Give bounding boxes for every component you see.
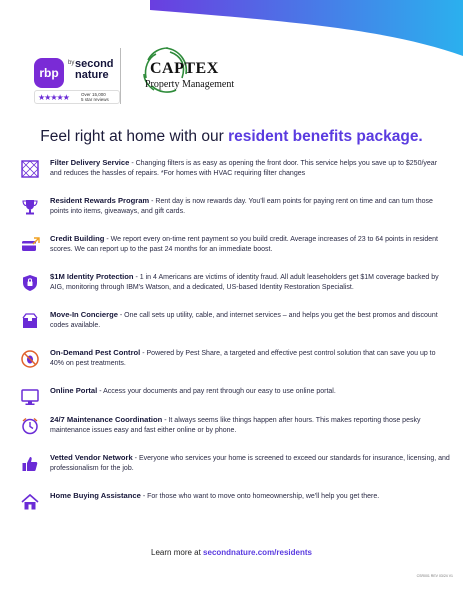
benefit-body: - Powered by Pest Share, a targeted and effective pest control solution that can save you up to 40% on pest treatments.: [50, 350, 436, 367]
footer-prefix: Learn more at: [151, 548, 204, 557]
monitor-icon: [20, 387, 40, 407]
benefit-title: Resident Rewards Program: [50, 196, 150, 205]
list-item: [20, 386, 450, 415]
list-item: [20, 348, 450, 386]
benefit-title: 24/7 Maintenance Coordination: [50, 415, 163, 424]
logo-divider: [120, 48, 121, 104]
footer: [0, 548, 463, 557]
no-bug-icon: [20, 349, 40, 369]
headline-highlight: resident benefits package.: [228, 128, 423, 145]
benefit-body: - Changing filters is as easy as opening the front door. This service helps you save up to $250/year and reduces the hassles of repairs. *For homes with HVAC requiring filter changes: [50, 160, 438, 177]
benefit-title: Vetted Vendor Network: [50, 453, 133, 462]
benefit-body: - One call sets up utility, cable, and internet services – and helps you get the best promos and discount codes available.: [50, 312, 438, 329]
list-item: [20, 415, 450, 453]
star-rating: ★★★★★: [38, 93, 69, 102]
trophy-icon: [20, 197, 40, 217]
credit-card-icon: [20, 235, 40, 255]
list-item: [20, 453, 450, 491]
benefit-title: Online Portal: [50, 386, 98, 395]
list-item: [20, 234, 450, 272]
benefit-title: Home Buying Assistance: [50, 491, 141, 500]
house-icon: [20, 492, 40, 512]
list-item: [20, 491, 450, 520]
document-code: CSR001 REV 03/24 V1: [416, 574, 453, 578]
list-item: [20, 196, 450, 234]
benefit-body: - Access your documents and pay rent through our easy to use online portal.: [97, 388, 336, 395]
benefits-list: [20, 158, 450, 520]
second-nature-name: second nature: [75, 58, 114, 81]
list-item: [20, 158, 450, 196]
benefit-body: - It always seems like things happen after hours. This makes reporting those pesky maintenance issues easy and fast either online or by phone.: [50, 417, 421, 434]
captex-subtitle: Property Management: [145, 79, 235, 90]
captex-title: CAPTEX: [150, 60, 219, 77]
benefit-title: On-Demand Pest Control: [50, 348, 141, 357]
clock-icon: [20, 416, 40, 436]
rating-text: Over 15,000 5 star reviews: [81, 92, 109, 102]
logo-row: [0, 40, 463, 110]
filter-icon: [20, 159, 40, 179]
list-item: [20, 272, 450, 310]
thumbs-up-icon: [20, 454, 40, 474]
headline: [0, 128, 463, 146]
benefit-title: $1M Identity Protection: [50, 272, 134, 281]
benefit-body: - For those who want to move onto homeownership, we'll help you get there.: [140, 493, 380, 500]
band-word: PASS: [199, 22, 264, 44]
list-item: [20, 310, 450, 348]
benefit-title: Move-In Concierge: [50, 310, 118, 319]
residents-link[interactable]: secondnature.com/residents: [203, 548, 312, 557]
benefit-title: Credit Building: [50, 234, 105, 243]
benefit-body: - We report every on-time rent payment so you build credit. Average increases of 23 to 64 points in resident scores. We can report up to the past 24 months for an immediate boost.: [50, 236, 439, 253]
moving-box-icon: [20, 311, 40, 331]
shield-icon: [20, 273, 40, 293]
headline-prefix: Feel right at home with our: [40, 128, 229, 145]
benefit-title: Filter Delivery Service: [50, 158, 130, 167]
rbp-logo: rbp: [34, 58, 64, 88]
benefit-body: - 1 in 4 Americans are victims of identity fraud. All adult leaseholders get $1M coverage backed by AIG, monitoring through IBM's Watson, and a dedicated, US-based Identity Restoration Specialist.: [50, 274, 439, 291]
benefit-body: - Everyone who services your home is screened to exceed our standards for insurance, licensing, and professionalism for the job.: [50, 455, 450, 472]
benefit-body: - Rent day is now rewards day. You'll earn points for paying rent on time and can turn those points into items, giveaways, and gift cards.: [50, 198, 433, 215]
rating-box: [34, 90, 120, 104]
rbp-by-text: by: [68, 60, 75, 66]
